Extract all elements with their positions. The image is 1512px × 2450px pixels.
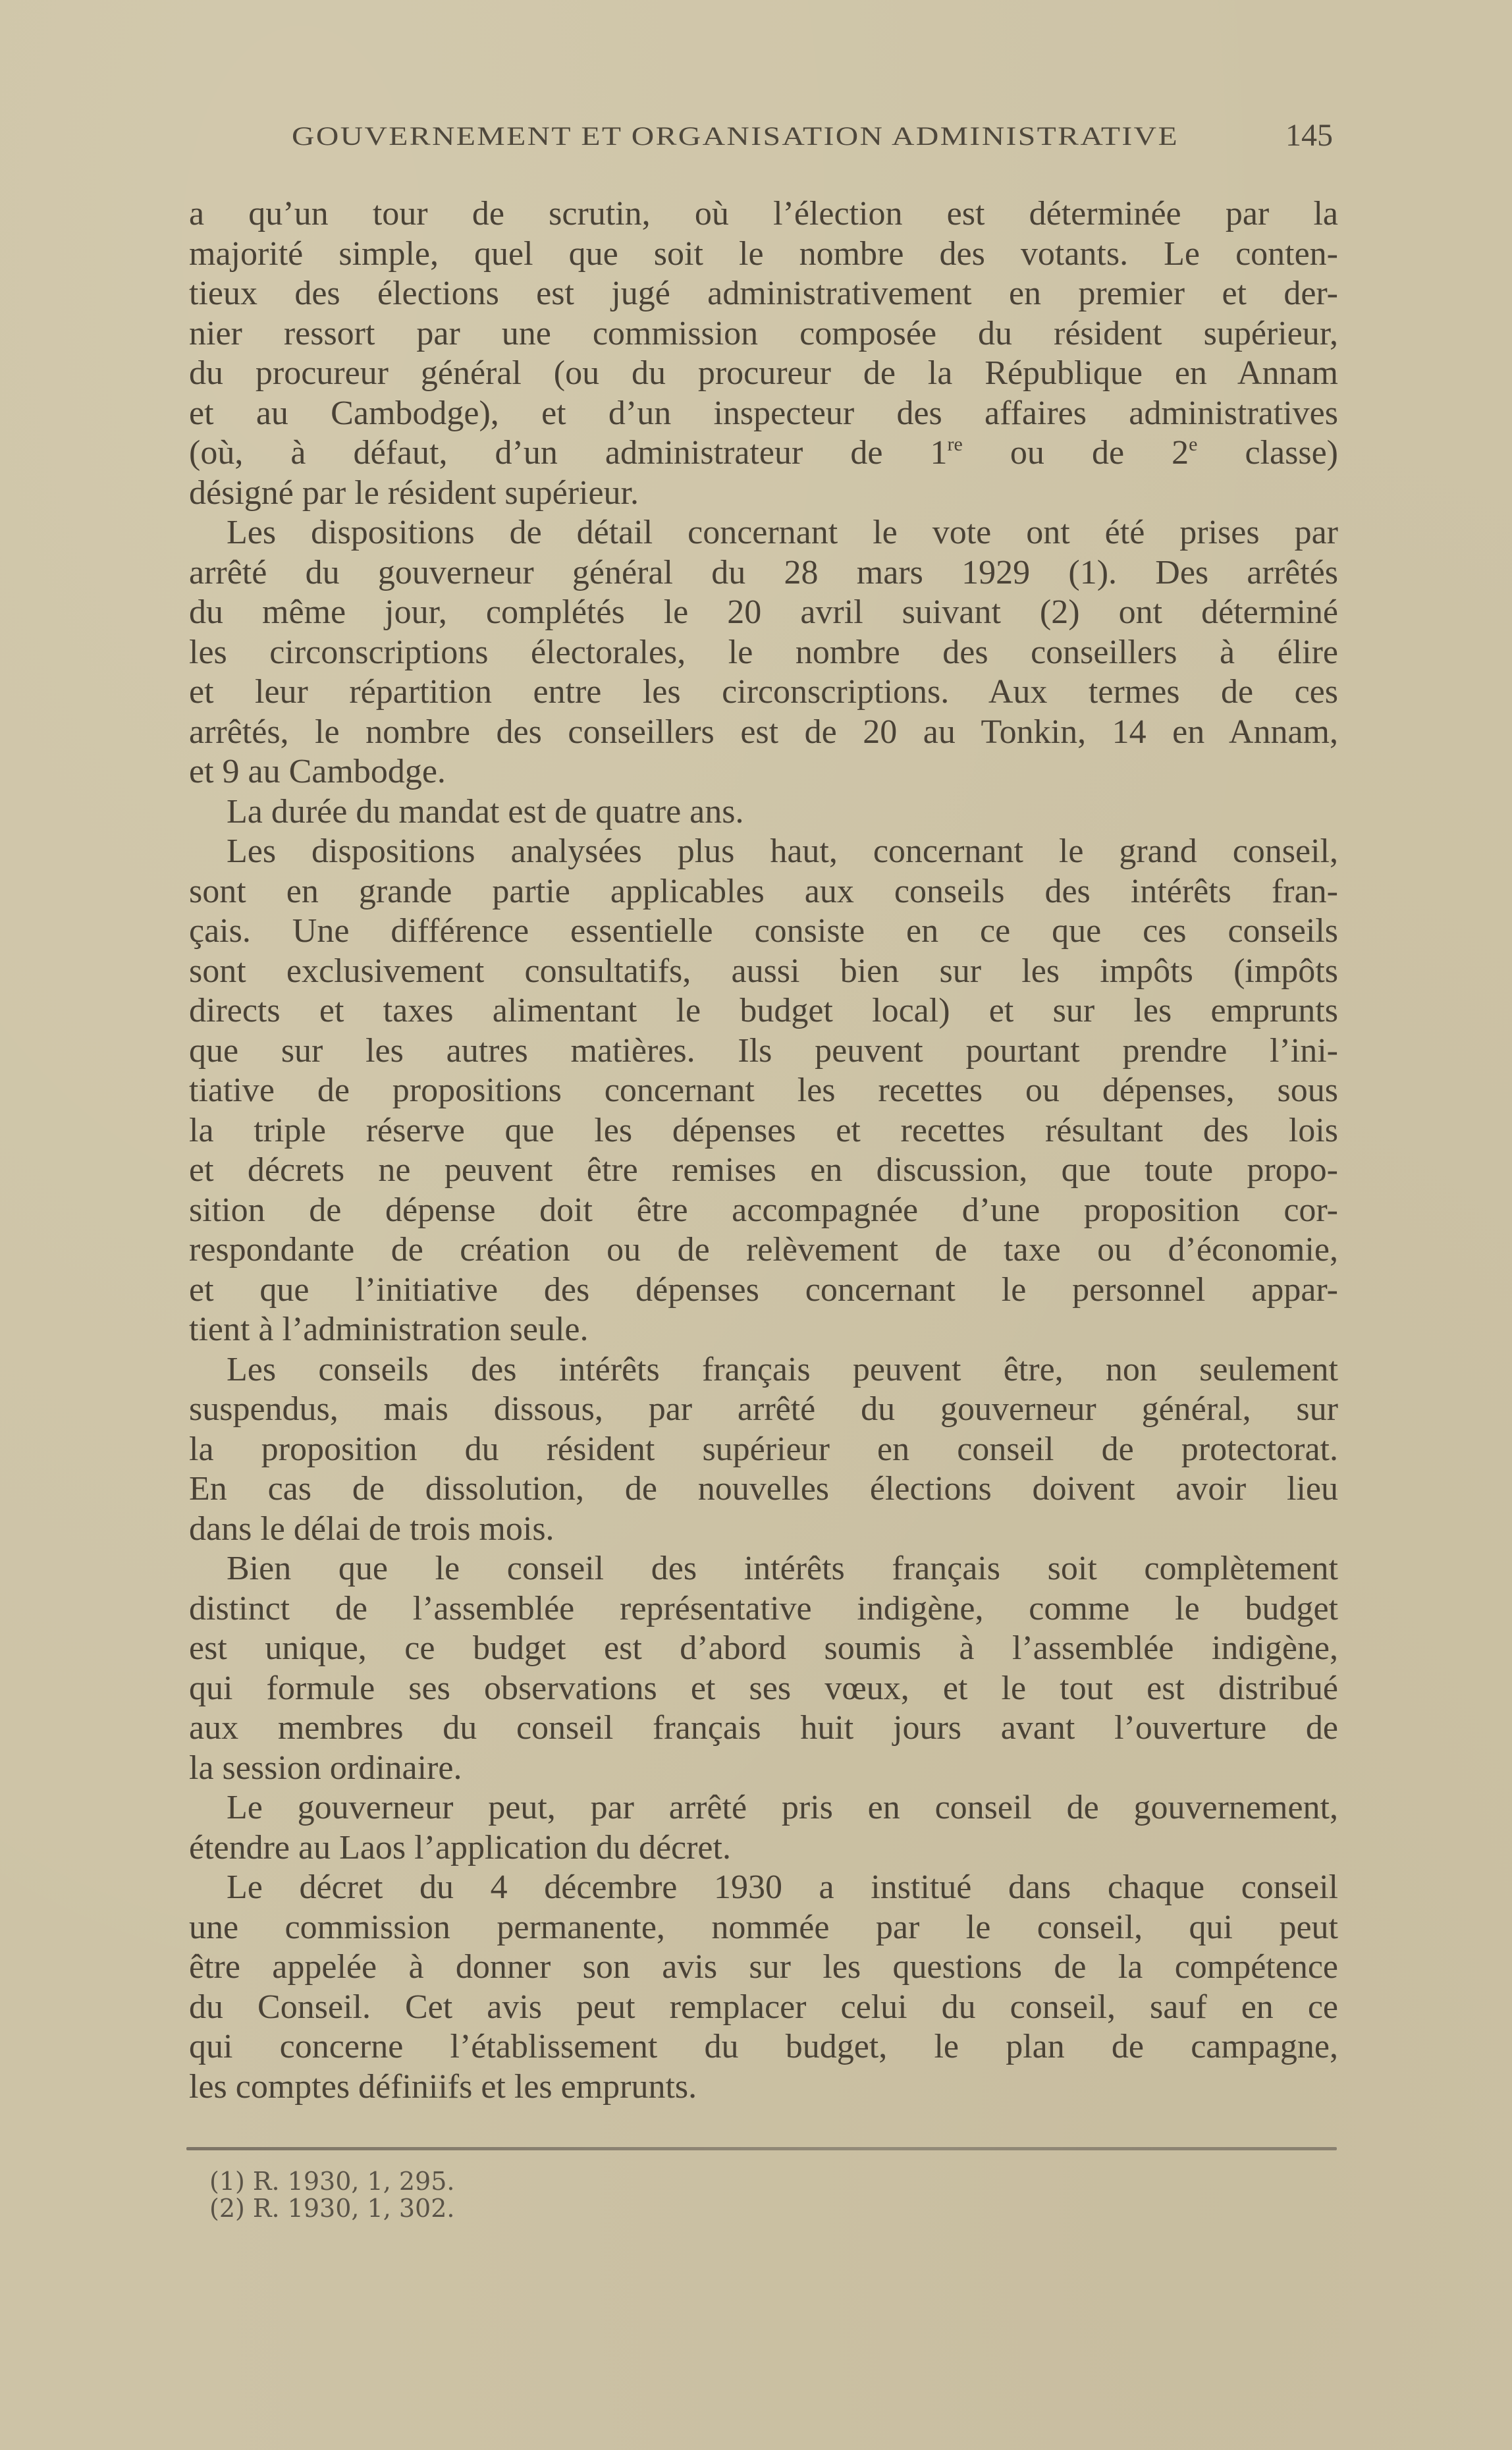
text-line: être appelée à donner son avis sur les questions de la compétence xyxy=(189,1948,1338,1986)
text-line: dans le délai de trois mois. xyxy=(189,1510,554,1548)
text-line: a qu’un tour de scrutin, où l’élection est déterminée par la xyxy=(189,195,1338,232)
page-number: 145 xyxy=(1285,118,1333,153)
text-line: arrêté du gouverneur général du 28 mars 1929 (1). Des arrêtés xyxy=(189,553,1338,591)
text-line: Les dispositions analysées plus haut, concernant le grand conseil, xyxy=(227,832,1338,870)
footnote-divider xyxy=(186,2147,1337,2150)
footnote-2: (2) R. 1930, 1, 302. xyxy=(209,2194,455,2223)
text-line: sont en grande partie applicables aux conseils des intérêts fran- xyxy=(189,872,1338,910)
running-title: GOUVERNEMENT ET ORGANISATION ADMINISTRATIVE xyxy=(292,121,1179,151)
text-line: et au Cambodge), et d’un inspecteur des affaires administratives xyxy=(189,394,1338,432)
text-line: aux membres du conseil français huit jours avant l’ouverture de xyxy=(189,1709,1338,1747)
text-line: Les dispositions de détail concernant le vote ont été prises par xyxy=(227,514,1338,551)
text-line: Le décret du 4 décembre 1930 a institué dans chaque conseil xyxy=(227,1868,1338,1906)
text-line: et 9 au Cambodge. xyxy=(189,753,446,790)
text-line: sont exclusivement consultatifs, aussi bien sur les impôts (impôts xyxy=(189,952,1338,990)
text-line: Le gouverneur peut, par arrêté pris en conseil de gouvernement, xyxy=(227,1789,1338,1826)
text-line: nier ressort par une commission composée du résident supérieur, xyxy=(189,314,1338,352)
body-text xyxy=(189,194,1338,2107)
text-line: qui concerne l’établissement du budget, le plan de campagne, xyxy=(189,2028,1338,2065)
footnotes xyxy=(209,2168,455,2222)
text-line: sition de dépense doit être accompagnée d’une proposition cor- xyxy=(189,1191,1338,1229)
text-line: la triple réserve que les dépenses et recettes résultant des lois xyxy=(189,1111,1338,1149)
text-line: çais. Une différence essentielle consiste en ce que ces conseils xyxy=(189,912,1338,950)
text-line: suspendus, mais dissous, par arrêté du gouverneur général, sur xyxy=(189,1390,1338,1428)
text-line: et que l’initiative des dépenses concernant le personnel appar- xyxy=(189,1270,1338,1309)
text-line: les comptes définiifs et les emprunts. xyxy=(189,2067,697,2106)
text-line: et décrets ne peuvent être remises en discussion, que toute propo- xyxy=(189,1151,1338,1189)
text-line: tieux des élections est jugé administrativement en premier et der- xyxy=(189,275,1338,312)
text-line: (où, à défaut, d’un administrateur de 1re ou de 2e classe) xyxy=(189,433,1338,472)
text-line: La durée du mandat est de quatre ans. xyxy=(227,792,744,830)
text-line: les circonscriptions électorales, le nombre des conseillers à élire xyxy=(189,633,1338,671)
text-line: Bien que le conseil des intérêts français soit complètement xyxy=(227,1550,1338,1587)
text-line: que sur les autres matières. Ils peuvent pourtant prendre l’ini- xyxy=(189,1031,1338,1070)
footnote-1: (1) R. 1930, 1, 295. xyxy=(209,2167,455,2196)
text-line: Les conseils des intérêts français peuvent être, non seulement xyxy=(227,1350,1338,1388)
text-line: est unique, ce budget est d’abord soumis à l’assemblée indigène, xyxy=(189,1629,1338,1667)
text-line: respondante de création ou de relèvement de taxe ou d’économie, xyxy=(189,1231,1338,1268)
text-line: une commission permanente, nommée par le conseil, qui peut xyxy=(189,1908,1338,1946)
text-line: distinct de l’assemblée représentative indigène, comme le budget xyxy=(189,1589,1338,1627)
text-line: et leur répartition entre les circonscriptions. Aux termes de ces xyxy=(189,673,1338,711)
text-line: étendre au Laos l’application du décret. xyxy=(189,1828,731,1866)
text-line: la proposition du résident supérieur en conseil de protectorat. xyxy=(189,1430,1338,1468)
text-line: tient à l’administration seule. xyxy=(189,1311,589,1348)
text-line: tiative de propositions concernant les recettes ou dépenses, sous xyxy=(189,1072,1338,1109)
text-line: directs et taxes alimentant le budget local) et sur les emprunts xyxy=(189,992,1338,1029)
text-line: la session ordinaire. xyxy=(189,1749,462,1787)
text-line: du Conseil. Cet avis peut remplacer celui du conseil, sauf en ce xyxy=(189,1988,1338,2026)
text-line: du même jour, complétés le 20 avril suivant (2) ont déterminé xyxy=(189,593,1338,631)
text-line: arrêtés, le nombre des conseillers est de 20 au Tonkin, 14 en Annam, xyxy=(189,713,1338,751)
text-line: En cas de dissolution, de nouvelles élections doivent avoir lieu xyxy=(189,1470,1338,1508)
text-line: majorité simple, quel que soit le nombre des votants. Le conten- xyxy=(189,234,1338,273)
text-line: du procureur général (ou du procureur de la République en Annam xyxy=(189,354,1338,392)
text-line: qui formule ses observations et ses vœux, et le tout est distribué xyxy=(189,1669,1338,1707)
text-line: désigné par le résident supérieur. xyxy=(189,474,639,512)
